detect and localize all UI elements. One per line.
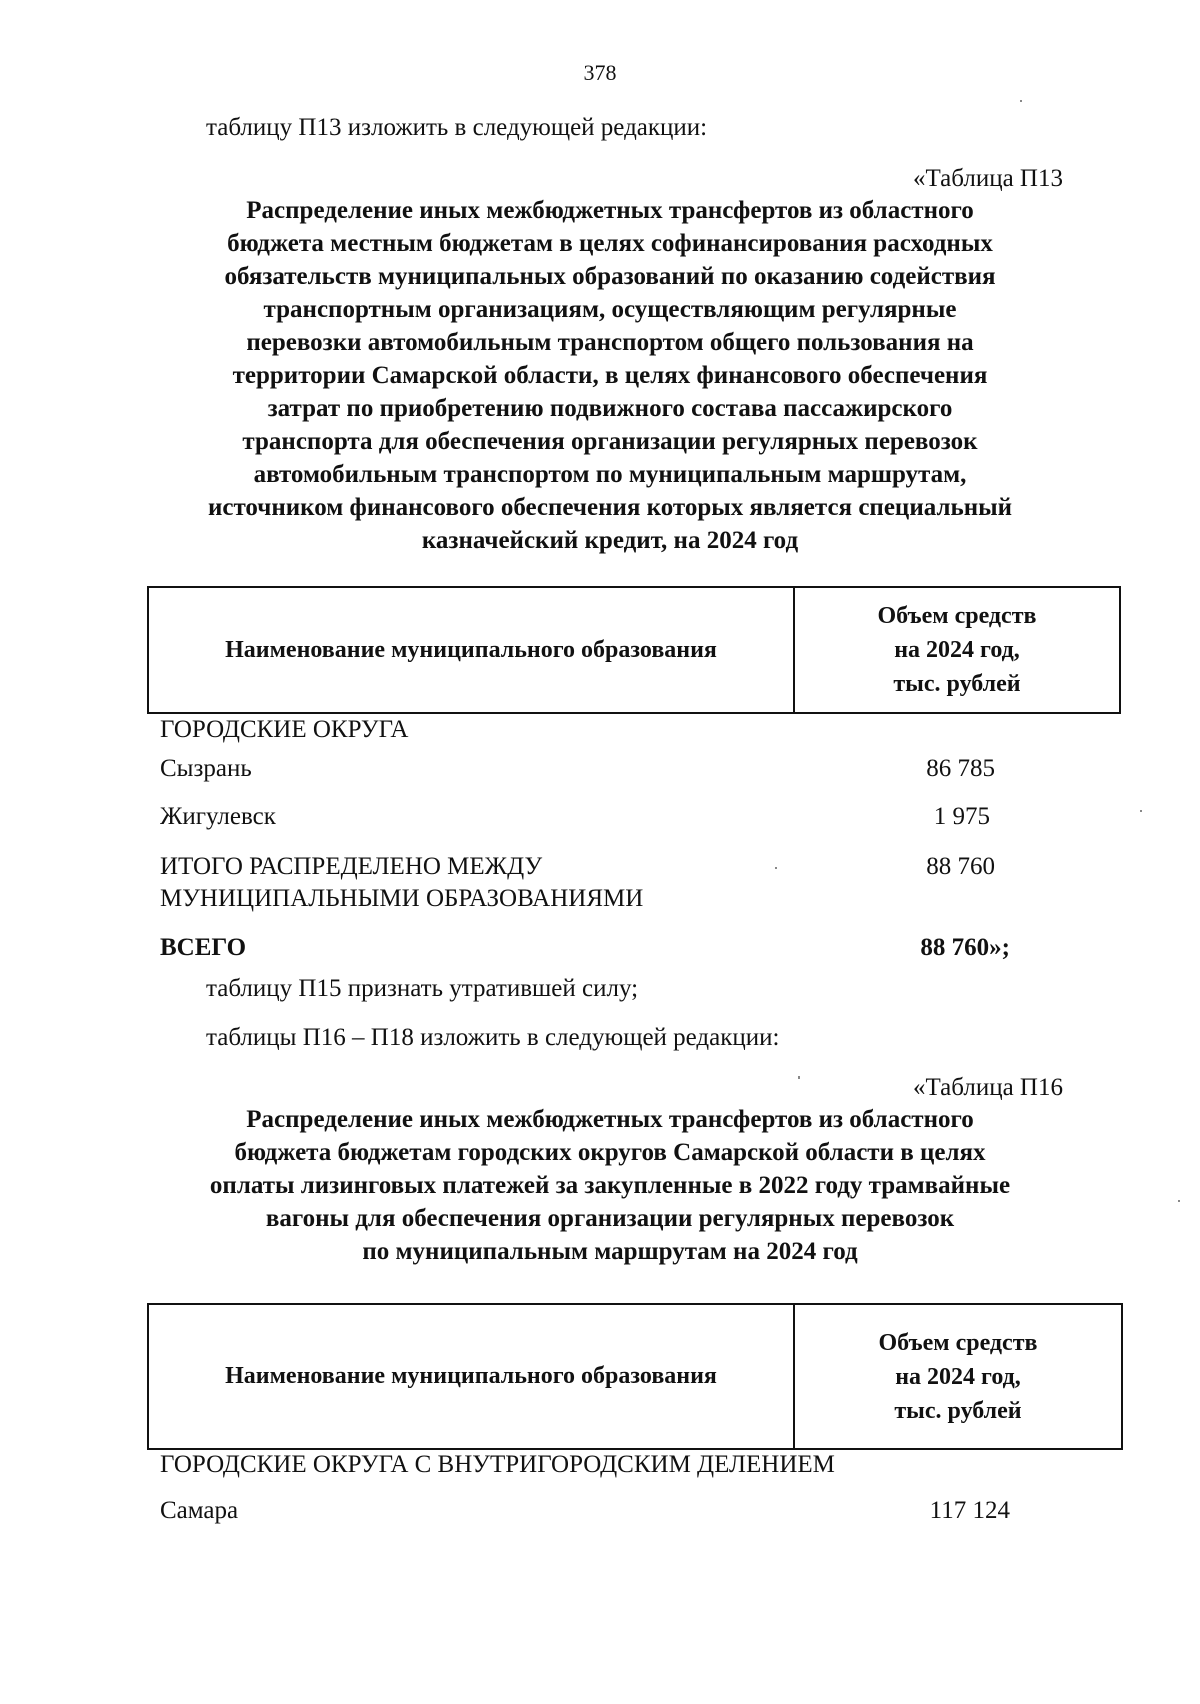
total-name: ВСЕГО [160, 934, 247, 961]
header-volume-line: тыс. рублей [893, 671, 1021, 697]
page-number: 378 [583, 60, 617, 85]
title-line: территории Самарской области, в целях финансового обеспечения [232, 362, 988, 389]
scan-speck [798, 1076, 800, 1079]
title-line: бюджета местным бюджетам в целях софинансирования расходных [227, 230, 993, 257]
header-volume-line: Объем средств [878, 1329, 1038, 1356]
table-row-value: 117 124 [929, 1497, 1010, 1524]
table-row-name: Жигулевск [160, 803, 276, 830]
title-line: Распределение иных межбюджетных трансфертов из областного [246, 197, 974, 224]
subtotal-name: ИТОГО РАСПРЕДЕЛЕНО МЕЖДУ [160, 853, 543, 880]
table-p13-header [147, 586, 1121, 714]
title-line: казначейский кредит, на 2024 год [421, 527, 799, 554]
header-volume-line: на 2024 год, [894, 637, 1020, 663]
title-line: по муниципальным маршрутам на 2024 год [362, 1238, 858, 1265]
table-p16-label: «Таблица П16 [913, 1074, 1063, 1101]
scan-speck [1020, 100, 1022, 102]
table-row-name: Самара [160, 1497, 239, 1524]
table-row-value: 86 785 [926, 755, 995, 782]
intro-p13: таблицу П13 изложить в следующей редакции: [206, 114, 708, 141]
scan-speck [775, 867, 777, 869]
subtotal-value: 88 760 [926, 853, 995, 880]
p15-text: таблицу П15 признать утратившей силу; [206, 975, 639, 1002]
group-heading: ГОРОДСКИЕ ОКРУГА С ВНУТРИГОРОДСКИМ ДЕЛЕНИЕМ [160, 1451, 835, 1478]
intro-p16-p18: таблицы П16 – П18 изложить в следующей редакции: [206, 1024, 780, 1051]
header-name: Наименование муниципального образования [225, 636, 717, 663]
table-p16-header [147, 1303, 1123, 1450]
header-volume-line: на 2024 год, [895, 1363, 1021, 1390]
table-p13-label: «Таблица П13 [913, 165, 1063, 192]
subtotal-name: МУНИЦИПАЛЬНЫМИ ОБРАЗОВАНИЯМИ [160, 885, 644, 912]
title-line: автомобильным транспортом по муниципальным маршрутам, [253, 461, 967, 488]
header-volume-line: Объем средств [877, 603, 1037, 629]
table-row-value: 1 975 [933, 803, 990, 830]
group-heading: ГОРОДСКИЕ ОКРУГА [160, 716, 409, 743]
title-line: затрат по приобретению подвижного состава пассажирского [267, 395, 953, 422]
scan-speck [1140, 810, 1142, 812]
header-volume [795, 588, 1119, 712]
table-row-name: Сызрань [160, 755, 252, 782]
title-line: транспортным организациям, осуществляющим регулярные [263, 296, 957, 323]
header-volume-line: тыс. рублей [894, 1397, 1022, 1424]
title-line: транспорта для обеспечения организации регулярных перевозок [242, 428, 978, 455]
header-name: Наименование муниципального образования [225, 1363, 717, 1389]
table-p13-title [130, 194, 1090, 557]
title-line: вагоны для обеспечения организации регулярных перевозок [265, 1205, 955, 1232]
total-value: 88 760»; [920, 934, 1010, 961]
title-line: Распределение иных межбюджетных трансфертов из областного [246, 1106, 974, 1133]
title-line: бюджета бюджетам городских округов Самарской области в целях [234, 1139, 986, 1166]
header-volume [795, 1305, 1121, 1448]
title-line: перевозки автомобильным транспортом общего пользования на [246, 329, 974, 356]
title-line: источником финансового обеспечения которых является специальный [207, 494, 1013, 521]
scan-speck [1178, 1200, 1180, 1202]
title-line: оплаты лизинговых платежей за закупленные в 2022 году трамвайные [209, 1172, 1011, 1199]
title-line: обязательств муниципальных образований по оказанию содействия [224, 263, 996, 290]
table-p16-title [130, 1103, 1090, 1268]
